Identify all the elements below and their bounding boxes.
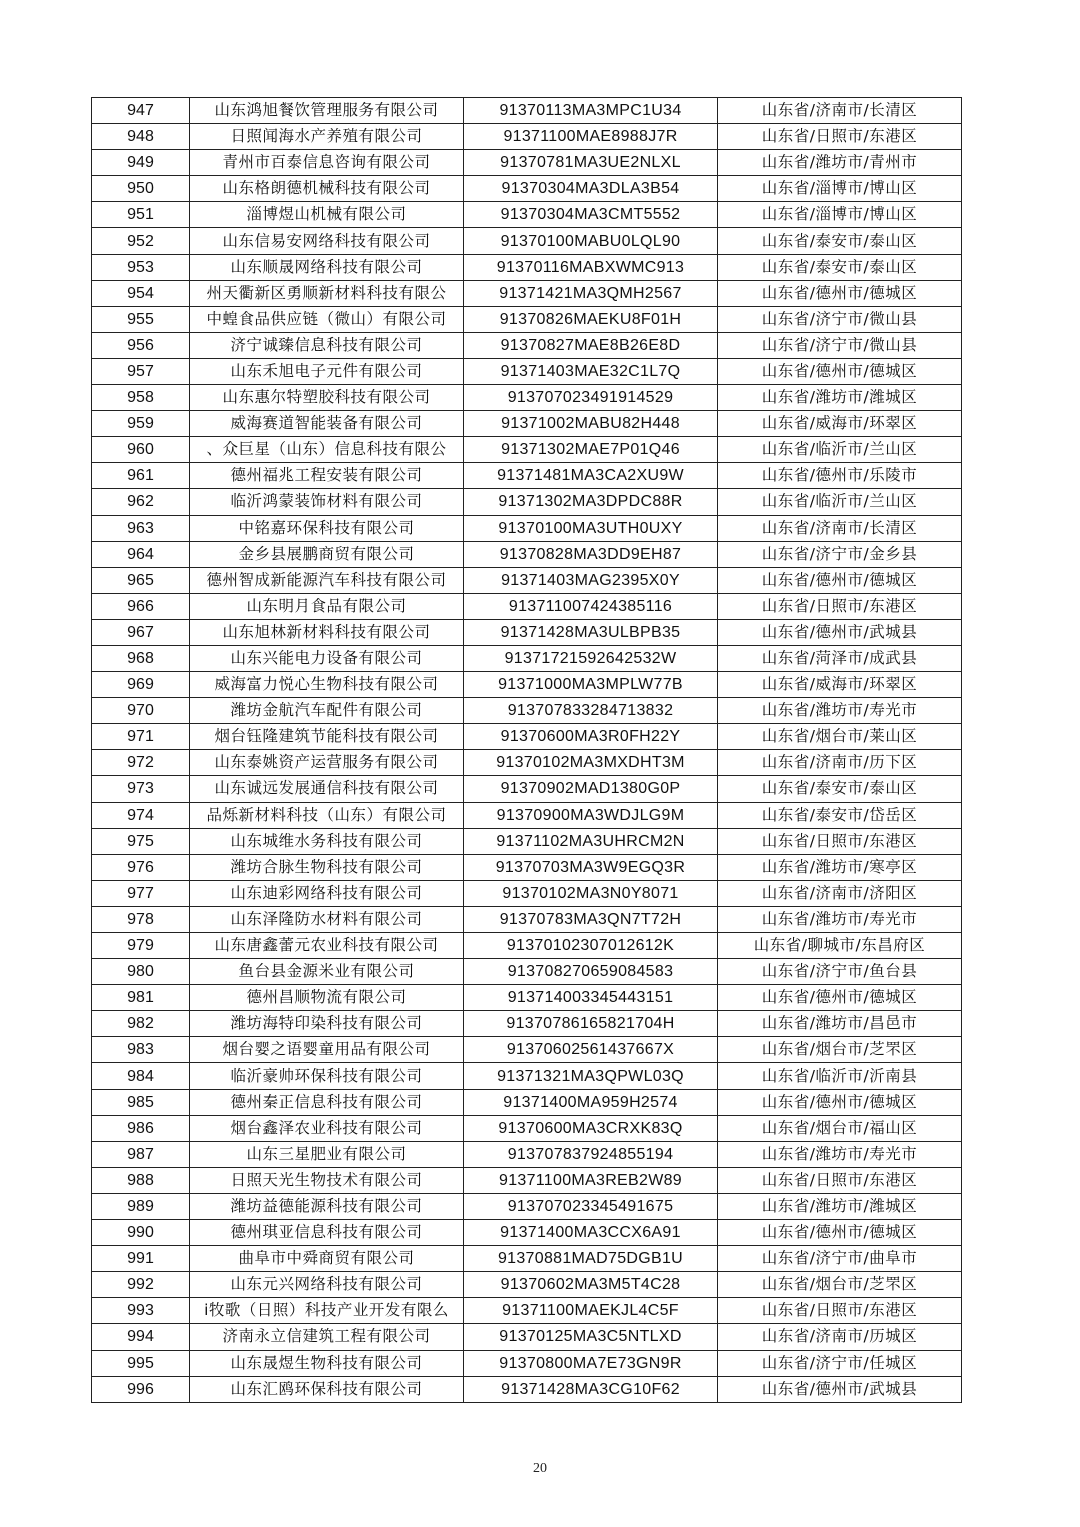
- company-name-cell: 山东三星肥业有限公司: [190, 1141, 464, 1167]
- table-row: [92, 1141, 962, 1167]
- region-cell: 山东省/潍坊市/青州市: [718, 150, 962, 176]
- table-row: [92, 698, 962, 724]
- region-cell: 山东省/日照市/东港区: [718, 593, 962, 619]
- company-name-cell: 中蝗食品供应链（微山）有限公司: [190, 306, 464, 332]
- company-name-cell: 金乡县展鹏商贸有限公司: [190, 541, 464, 567]
- region-cell: 山东省/威海市/环翠区: [718, 411, 962, 437]
- row-number-cell: 965: [92, 567, 190, 593]
- row-number-cell: 947: [92, 98, 190, 124]
- region-cell: 山东省/济宁市/微山县: [718, 332, 962, 358]
- credit-code-cell: 913707837924855194: [464, 1141, 718, 1167]
- region-cell: 山东省/德州市/武城县: [718, 619, 962, 645]
- credit-code-cell: 91370902MAD1380G0P: [464, 776, 718, 802]
- region-cell: 山东省/烟台市/芝罘区: [718, 1037, 962, 1063]
- company-name-cell: 潍坊海特印染科技有限公司: [190, 1011, 464, 1037]
- row-number-cell: 985: [92, 1089, 190, 1115]
- company-name-cell: 曲阜市中舜商贸有限公司: [190, 1246, 464, 1272]
- credit-code-cell: 91370602MA3M5T4C28: [464, 1272, 718, 1298]
- table-row: [92, 358, 962, 384]
- company-name-cell: 潍坊金航汽车配件有限公司: [190, 698, 464, 724]
- credit-code-cell: 91370602561437667X: [464, 1037, 718, 1063]
- table-row: [92, 1298, 962, 1324]
- region-cell: 山东省/日照市/东港区: [718, 124, 962, 150]
- company-name-cell: 潍坊益德能源科技有限公司: [190, 1193, 464, 1219]
- table-row: [92, 124, 962, 150]
- credit-code-cell: 91370125MA3C5NTLXD: [464, 1324, 718, 1350]
- region-cell: 山东省/烟台市/福山区: [718, 1115, 962, 1141]
- credit-code-cell: 91371428MA3ULBPB35: [464, 619, 718, 645]
- region-cell: 山东省/菏泽市/成武县: [718, 645, 962, 671]
- table-row: [92, 1089, 962, 1115]
- table-row: [92, 280, 962, 306]
- row-number-cell: 957: [92, 358, 190, 384]
- company-name-cell: 临沂鸿蒙装饰材料有限公司: [190, 489, 464, 515]
- company-name-cell: 山东元兴网络科技有限公司: [190, 1272, 464, 1298]
- company-name-cell: 青州市百泰信息咨询有限公司: [190, 150, 464, 176]
- credit-code-cell: 91370827MAE8B26E8D: [464, 332, 718, 358]
- company-name-cell: 山东兴能电力设备有限公司: [190, 645, 464, 671]
- company-name-cell: 山东惠尔特塑胶科技有限公司: [190, 385, 464, 411]
- credit-code-cell: 91370600MA3R0FH22Y: [464, 724, 718, 750]
- company-name-cell: 山东唐鑫蕾元农业科技有限公司: [190, 933, 464, 959]
- region-cell: 山东省/潍坊市/潍城区: [718, 385, 962, 411]
- enterprise-register-table: [91, 97, 962, 1403]
- region-cell: 山东省/日照市/东港区: [718, 828, 962, 854]
- credit-code-cell: 91371403MAE32C1L7Q: [464, 358, 718, 384]
- credit-code-cell: 91370828MA3DD9EH87: [464, 541, 718, 567]
- region-cell: 山东省/德州市/德城区: [718, 280, 962, 306]
- company-name-cell: 中铭嘉环保科技有限公司: [190, 515, 464, 541]
- row-number-cell: 948: [92, 124, 190, 150]
- table-row: [92, 959, 962, 985]
- region-cell: 山东省/临沂市/兰山区: [718, 489, 962, 515]
- region-cell: 山东省/临沂市/沂南县: [718, 1063, 962, 1089]
- region-cell: 山东省/烟台市/芝罘区: [718, 1272, 962, 1298]
- row-number-cell: 956: [92, 332, 190, 358]
- company-name-cell: 烟台婴之语婴童用品有限公司: [190, 1037, 464, 1063]
- region-cell: 山东省/聊城市/东昌府区: [718, 933, 962, 959]
- table-row: [92, 906, 962, 932]
- row-number-cell: 955: [92, 306, 190, 332]
- credit-code-cell: 91371102MA3UHRCM2N: [464, 828, 718, 854]
- company-name-cell: 山东城维水务科技有限公司: [190, 828, 464, 854]
- company-name-cell: 、众巨星（山东）信息科技有限公: [190, 437, 464, 463]
- row-number-cell: 969: [92, 672, 190, 698]
- row-number-cell: 964: [92, 541, 190, 567]
- credit-code-cell: 91371481MA3CA2XU9W: [464, 463, 718, 489]
- credit-code-cell: 91371400MA959H2574: [464, 1089, 718, 1115]
- table-row: [92, 828, 962, 854]
- region-cell: 山东省/济南市/历下区: [718, 750, 962, 776]
- region-cell: 山东省/潍坊市/寿光市: [718, 1141, 962, 1167]
- company-name-cell: 山东晟煜生物科技有限公司: [190, 1350, 464, 1376]
- row-number-cell: 952: [92, 228, 190, 254]
- company-name-cell: 临沂豪帅环保科技有限公司: [190, 1063, 464, 1089]
- row-number-cell: 953: [92, 254, 190, 280]
- table-row: [92, 1350, 962, 1376]
- register-table-body: [92, 98, 962, 1403]
- credit-code-cell: 91370116MABXWMC913: [464, 254, 718, 280]
- row-number-cell: 986: [92, 1115, 190, 1141]
- table-row: [92, 776, 962, 802]
- region-cell: 山东省/济宁市/鱼台县: [718, 959, 962, 985]
- row-number-cell: 970: [92, 698, 190, 724]
- table-row: [92, 254, 962, 280]
- company-name-cell: 德州福兆工程安装有限公司: [190, 463, 464, 489]
- table-row: [92, 854, 962, 880]
- region-cell: 山东省/日照市/东港区: [718, 1298, 962, 1324]
- table-row: [92, 933, 962, 959]
- region-cell: 山东省/泰安市/岱岳区: [718, 802, 962, 828]
- credit-code-cell: 91370100MA3UTH0UXY: [464, 515, 718, 541]
- company-name-cell: 山东明月食品有限公司: [190, 593, 464, 619]
- region-cell: 山东省/德州市/德城区: [718, 358, 962, 384]
- row-number-cell: 951: [92, 202, 190, 228]
- region-cell: 山东省/济南市/长清区: [718, 515, 962, 541]
- credit-code-cell: 91370113MA3MPC1U34: [464, 98, 718, 124]
- table-row: [92, 880, 962, 906]
- row-number-cell: 963: [92, 515, 190, 541]
- row-number-cell: 980: [92, 959, 190, 985]
- table-row: [92, 1115, 962, 1141]
- company-name-cell: 山东顺晟网络科技有限公司: [190, 254, 464, 280]
- credit-code-cell: 91371302MAE7P01Q46: [464, 437, 718, 463]
- table-row: [92, 437, 962, 463]
- credit-code-cell: 91370900MA3WDJLG9M: [464, 802, 718, 828]
- region-cell: 山东省/潍坊市/寿光市: [718, 906, 962, 932]
- credit-code-cell: 91371100MAE8988J7R: [464, 124, 718, 150]
- row-number-cell: 987: [92, 1141, 190, 1167]
- table-row: [92, 1376, 962, 1402]
- credit-code-cell: 91370304MA3DLA3B54: [464, 176, 718, 202]
- credit-code-cell: 91370100MABU0LQL90: [464, 228, 718, 254]
- region-cell: 山东省/济南市/历城区: [718, 1324, 962, 1350]
- page-number: 20: [533, 1461, 547, 1476]
- company-name-cell: 德州昌顺物流有限公司: [190, 985, 464, 1011]
- region-cell: 山东省/泰安市/泰山区: [718, 776, 962, 802]
- company-name-cell: 山东信易安网络科技有限公司: [190, 228, 464, 254]
- table-row: [92, 1272, 962, 1298]
- table-row: [92, 306, 962, 332]
- table-row: [92, 1220, 962, 1246]
- company-name-cell: 烟台鑫泽农业科技有限公司: [190, 1115, 464, 1141]
- table-row: [92, 802, 962, 828]
- company-name-cell: 山东汇鸥环保科技有限公司: [190, 1376, 464, 1402]
- credit-code-cell: 91371000MA3MPLW77B: [464, 672, 718, 698]
- row-number-cell: 950: [92, 176, 190, 202]
- credit-code-cell: 91371321MA3QPWL03Q: [464, 1063, 718, 1089]
- region-cell: 山东省/德州市/乐陵市: [718, 463, 962, 489]
- row-number-cell: 995: [92, 1350, 190, 1376]
- region-cell: 山东省/淄博市/博山区: [718, 202, 962, 228]
- company-name-cell: 德州智成新能源汽车科技有限公司: [190, 567, 464, 593]
- row-number-cell: 973: [92, 776, 190, 802]
- region-cell: 山东省/临沂市/兰山区: [718, 437, 962, 463]
- row-number-cell: 982: [92, 1011, 190, 1037]
- row-number-cell: 958: [92, 385, 190, 411]
- credit-code-cell: 91370102MA3N0Y8071: [464, 880, 718, 906]
- credit-code-cell: 913711007424385116: [464, 593, 718, 619]
- credit-code-cell: 91370102307012612K: [464, 933, 718, 959]
- company-name-cell: 山东格朗德机械科技有限公司: [190, 176, 464, 202]
- credit-code-cell: 91371400MA3CCX6A91: [464, 1220, 718, 1246]
- row-number-cell: 992: [92, 1272, 190, 1298]
- company-name-cell: 日照闻海水产养殖有限公司: [190, 124, 464, 150]
- row-number-cell: 988: [92, 1167, 190, 1193]
- table-row: [92, 332, 962, 358]
- row-number-cell: 989: [92, 1193, 190, 1219]
- region-cell: 山东省/德州市/德城区: [718, 1220, 962, 1246]
- company-name-cell: 品烁新材料科技（山东）有限公司: [190, 802, 464, 828]
- table-row: [92, 567, 962, 593]
- company-name-cell: 德州琪亚信息科技有限公司: [190, 1220, 464, 1246]
- credit-code-cell: 91370703MA3W9EGQ3R: [464, 854, 718, 880]
- table-row: [92, 515, 962, 541]
- row-number-cell: 979: [92, 933, 190, 959]
- region-cell: 山东省/潍坊市/寒亭区: [718, 854, 962, 880]
- region-cell: 山东省/德州市/武城县: [718, 1376, 962, 1402]
- company-name-cell: 山东禾旭电子元件有限公司: [190, 358, 464, 384]
- company-name-cell: 日照天光生物技术有限公司: [190, 1167, 464, 1193]
- region-cell: 山东省/威海市/环翠区: [718, 672, 962, 698]
- company-name-cell: 潍坊合脉生物科技有限公司: [190, 854, 464, 880]
- table-row: [92, 1063, 962, 1089]
- table-row: [92, 150, 962, 176]
- row-number-cell: 978: [92, 906, 190, 932]
- table-row: [92, 489, 962, 515]
- credit-code-cell: 91370786165821704H: [464, 1011, 718, 1037]
- credit-code-cell: 91370304MA3CMT5552: [464, 202, 718, 228]
- table-row: [92, 1246, 962, 1272]
- row-number-cell: 960: [92, 437, 190, 463]
- credit-code-cell: 91371421MA3QMH2567: [464, 280, 718, 306]
- company-name-cell: 山东诚远发展通信科技有限公司: [190, 776, 464, 802]
- row-number-cell: 962: [92, 489, 190, 515]
- table-row: [92, 1011, 962, 1037]
- row-number-cell: 966: [92, 593, 190, 619]
- region-cell: 山东省/日照市/东港区: [718, 1167, 962, 1193]
- row-number-cell: 961: [92, 463, 190, 489]
- credit-code-cell: 91370783MA3QN7T72H: [464, 906, 718, 932]
- table-row: [92, 645, 962, 671]
- table-row: [92, 228, 962, 254]
- region-cell: 山东省/济宁市/微山县: [718, 306, 962, 332]
- company-name-cell: 威海富力悦心生物科技有限公司: [190, 672, 464, 698]
- credit-code-cell: 91370102MA3MXDHT3M: [464, 750, 718, 776]
- table-row: [92, 1037, 962, 1063]
- credit-code-cell: 913707023345491675: [464, 1193, 718, 1219]
- row-number-cell: 959: [92, 411, 190, 437]
- company-name-cell: 德州秦正信息科技有限公司: [190, 1089, 464, 1115]
- region-cell: 山东省/德州市/德城区: [718, 567, 962, 593]
- row-number-cell: 971: [92, 724, 190, 750]
- credit-code-cell: 91370600MA3CRXK83Q: [464, 1115, 718, 1141]
- table-row: [92, 724, 962, 750]
- table-row: [92, 1167, 962, 1193]
- table-row: [92, 750, 962, 776]
- credit-code-cell: 91370881MAD75DGB1U: [464, 1246, 718, 1272]
- row-number-cell: 981: [92, 985, 190, 1011]
- region-cell: 山东省/潍坊市/昌邑市: [718, 1011, 962, 1037]
- row-number-cell: 967: [92, 619, 190, 645]
- row-number-cell: 996: [92, 1376, 190, 1402]
- company-name-cell: i牧歌（日照）科技产业开发有限么: [190, 1298, 464, 1324]
- company-name-cell: 州天衢新区勇顺新材料科技有限公: [190, 280, 464, 306]
- region-cell: 山东省/济宁市/金乡县: [718, 541, 962, 567]
- row-number-cell: 976: [92, 854, 190, 880]
- region-cell: 山东省/济宁市/曲阜市: [718, 1246, 962, 1272]
- row-number-cell: 984: [92, 1063, 190, 1089]
- table-row: [92, 202, 962, 228]
- row-number-cell: 993: [92, 1298, 190, 1324]
- credit-code-cell: 91370826MAEKU8F01H: [464, 306, 718, 332]
- credit-code-cell: 913707833284713832: [464, 698, 718, 724]
- company-name-cell: 济宁诚臻信息科技有限公司: [190, 332, 464, 358]
- table-row: [92, 985, 962, 1011]
- credit-code-cell: 91370800MA7E73GN9R: [464, 1350, 718, 1376]
- region-cell: 山东省/潍坊市/寿光市: [718, 698, 962, 724]
- region-cell: 山东省/潍坊市/潍城区: [718, 1193, 962, 1219]
- region-cell: 山东省/泰安市/泰山区: [718, 254, 962, 280]
- credit-code-cell: 91371403MAG2395X0Y: [464, 567, 718, 593]
- credit-code-cell: 91370781MA3UE2NLXL: [464, 150, 718, 176]
- table-row: [92, 411, 962, 437]
- table-row: [92, 1324, 962, 1350]
- company-name-cell: 济南永立信建筑工程有限公司: [190, 1324, 464, 1350]
- region-cell: 山东省/淄博市/博山区: [718, 176, 962, 202]
- region-cell: 山东省/泰安市/泰山区: [718, 228, 962, 254]
- credit-code-cell: 91371721592642532W: [464, 645, 718, 671]
- credit-code-cell: 91371100MA3REB2W89: [464, 1167, 718, 1193]
- company-name-cell: 山东泰姚资产运营服务有限公司: [190, 750, 464, 776]
- row-number-cell: 968: [92, 645, 190, 671]
- table-row: [92, 541, 962, 567]
- region-cell: 山东省/德州市/德城区: [718, 985, 962, 1011]
- company-name-cell: 淄博煜山机械有限公司: [190, 202, 464, 228]
- row-number-cell: 977: [92, 880, 190, 906]
- company-name-cell: 烟台钰隆建筑节能科技有限公司: [190, 724, 464, 750]
- credit-code-cell: 913714003345443151: [464, 985, 718, 1011]
- region-cell: 山东省/烟台市/莱山区: [718, 724, 962, 750]
- table-row: [92, 98, 962, 124]
- table-row: [92, 619, 962, 645]
- region-cell: 山东省/济南市/济阳区: [718, 880, 962, 906]
- row-number-cell: 974: [92, 802, 190, 828]
- table-row: [92, 593, 962, 619]
- row-number-cell: 991: [92, 1246, 190, 1272]
- row-number-cell: 954: [92, 280, 190, 306]
- company-name-cell: 山东迪彩网络科技有限公司: [190, 880, 464, 906]
- region-cell: 山东省/德州市/德城区: [718, 1089, 962, 1115]
- table-row: [92, 385, 962, 411]
- row-number-cell: 983: [92, 1037, 190, 1063]
- table-row: [92, 672, 962, 698]
- table-row: [92, 176, 962, 202]
- region-cell: 山东省/济南市/长清区: [718, 98, 962, 124]
- credit-code-cell: 913707023491914529: [464, 385, 718, 411]
- company-name-cell: 威海赛道智能装备有限公司: [190, 411, 464, 437]
- credit-code-cell: 91371002MABU82H448: [464, 411, 718, 437]
- credit-code-cell: 91371100MAEKJL4C5F: [464, 1298, 718, 1324]
- row-number-cell: 990: [92, 1220, 190, 1246]
- table-row: [92, 1193, 962, 1219]
- row-number-cell: 975: [92, 828, 190, 854]
- credit-code-cell: 913708270659084583: [464, 959, 718, 985]
- row-number-cell: 949: [92, 150, 190, 176]
- credit-code-cell: 91371428MA3CG10F62: [464, 1376, 718, 1402]
- region-cell: 山东省/济宁市/任城区: [718, 1350, 962, 1376]
- credit-code-cell: 91371302MA3DPDC88R: [464, 489, 718, 515]
- company-name-cell: 山东鸿旭餐饮管理服务有限公司: [190, 98, 464, 124]
- row-number-cell: 972: [92, 750, 190, 776]
- company-name-cell: 山东泽隆防水材料有限公司: [190, 906, 464, 932]
- row-number-cell: 994: [92, 1324, 190, 1350]
- company-name-cell: 鱼台县金源米业有限公司: [190, 959, 464, 985]
- company-name-cell: 山东旭林新材料科技有限公司: [190, 619, 464, 645]
- table-row: [92, 463, 962, 489]
